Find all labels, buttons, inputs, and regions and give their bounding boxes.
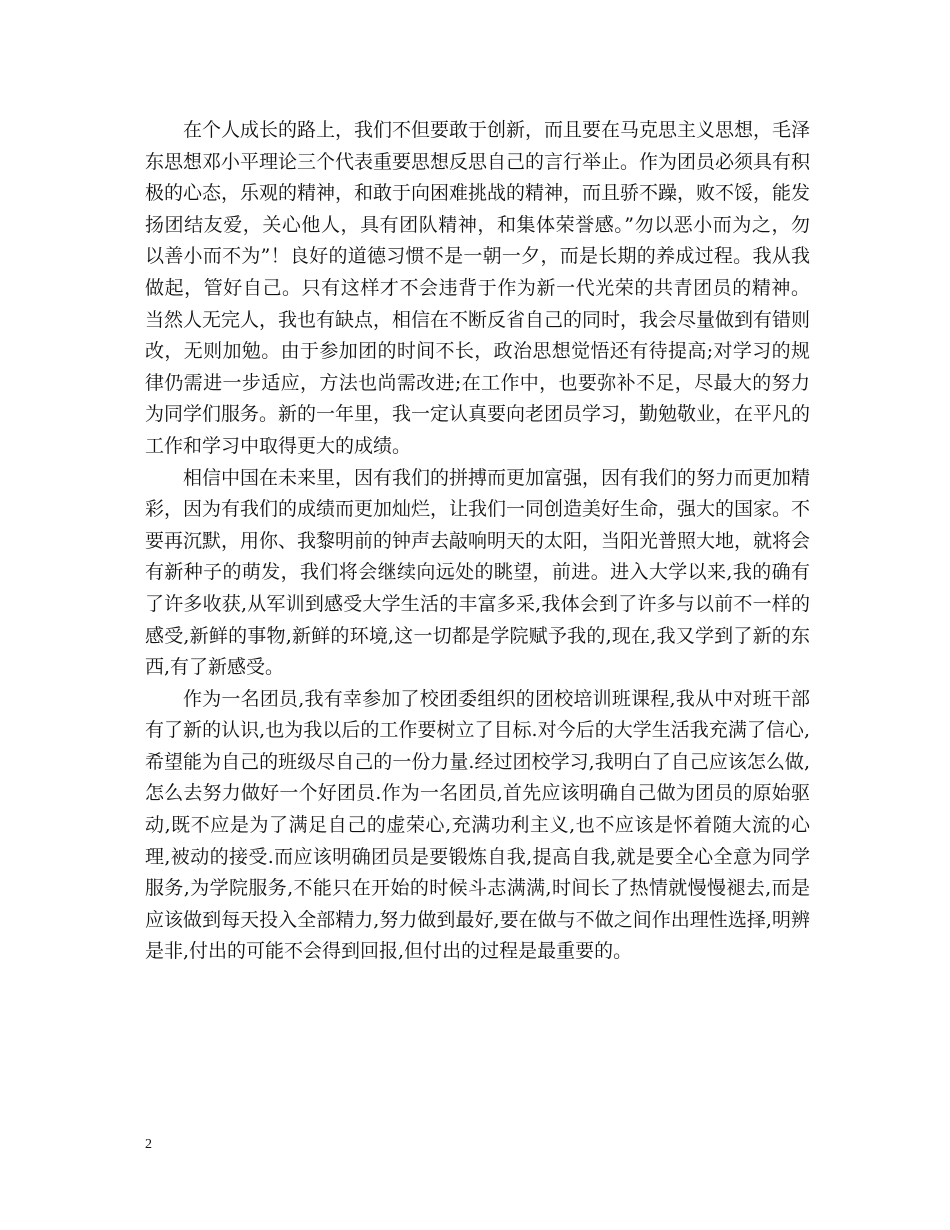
- document-body: [145, 115, 823, 968]
- paragraph-2: 相信中国在未来里，因有我们的拼搏而更加富强，因有我们的努力而更加精彩，因为有我们的成绩而更加灿烂，让我们一同创造美好生命，强大的国家。不要再沉默，用你、我黎明前的钟声去敲响明天的太阳，当阳光普照大地，就将会有新种子的萌发，我们将会继续向远处的眺望，前进。进入大学以来,我的确有了许多收获,从军训到感受大学生活的丰富多采,我体会到了许多与以前不一样的感受,新鲜的事物,新鲜的环境,这一切都是学院赋予我的,现在,我又学到了新的东西,有了新感受。: [145, 466, 811, 679]
- paragraph-1: 在个人成长的路上，我们不但要敢于创新，而且要在马克思主义思想，毛泽东思想邓小平理论三个代表重要思想反思自己的言行举止。作为团员必须具有积极的心态，乐观的精神，和敢于向困难挑战的精神，而且骄不躁，败不馁，能发扬团结友爱，关心他人，具有团队精神，和集体荣誉感。”勿以恶小而为之，勿以善小而不为”！良好的道德习惯不是一朝一夕，而是长期的养成过程。我从我做起，管好自己。只有这样才不会违背于作为新一代光荣的共青团员的精神。 当然人无完人，我也有缺点，相信在不断反省自己的同时，我会尽量做到有错则改，无则加勉。由于参加团的时间不长，政治思想觉悟还有待提高;对学习的规律仍需进一步适应，方法也尚需改进;在工作中，也要弥补不足，尽最大的努力为同学们服务。新的一年里，我一定认真要向老团员学习，勤勉敬业，在平凡的工作和学习中取得更大的成绩。: [145, 119, 823, 457]
- page-number: 2: [145, 1137, 152, 1152]
- paragraph-3: 作为一名团员,我有幸参加了校团委组织的团校培训班课程,我从中对班干部有了新的认识,也为我以后的工作要树立了目标.对今后的大学生活我充满了信心,希望能为自己的班级尽自己的一份力量.经过团校学习,我明白了自己应该怎么做,怎么去努力做好一个好团员.作为一名团员,首先应该明确自己做为团员的原始驱动,既不应是为了满足自己的虚荣心,充满功利主义,也不应该是怀着随大流的心理,被动的接受.而应该明确团员是要锻炼自我,提高自我,就是要全心全意为同学服务,为学院服务,不能只在开始的时候斗志满满,时间长了热情就慢慢褪去,而是应该做到每天投入全部精力,努力做到最好,要在做与不做之间作出理性选择,明辨是非,付出的可能不会得到回报,但付出的过程是最重要的。: [145, 687, 810, 963]
